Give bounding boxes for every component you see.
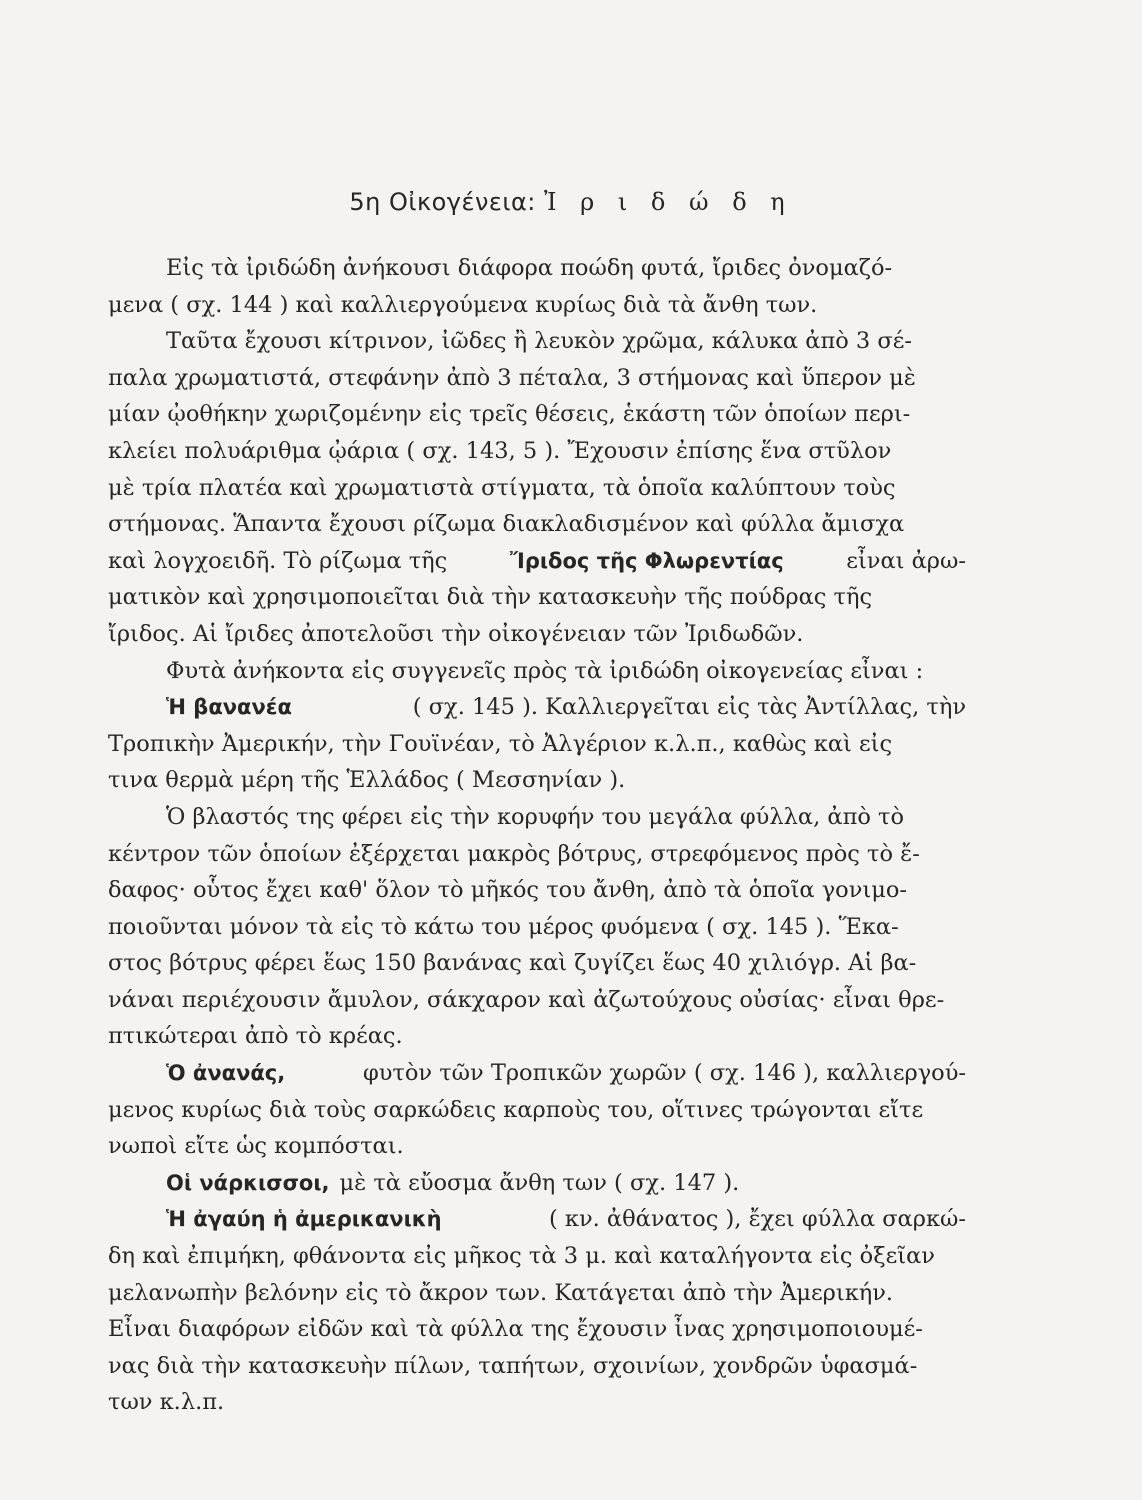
text-line: Οἱ νάρκισσοι, μὲ τὰ εὔοσμα ἄνθη των ( σχ. 147 ).: [108, 1165, 966, 1202]
text-line: παλα χρωματιστά, στεφάνην ἀπὸ 3 πέταλα, 3 στήμονας καὶ ὕπερον μὲ: [108, 364, 916, 391]
text-line: μελανωπὴν βελόνην εἰς τὸ ἄκρον των. Κατάγεται ἀπὸ τὴν Ἀμερικήν.: [108, 1279, 894, 1306]
text-line: νάναι περιέχουσιν ἄμυλον, σάκχαρον καὶ ἀζωτούχους οὐσίας· εἶναι θρε-: [108, 986, 945, 1013]
heading-family-name: Ἰ ρ ι δ ώ δ η: [544, 188, 793, 216]
text-line: δη καὶ ἐπιμήκη, φθάνοντα εἰς μῆκος τὰ 3 μ. καὶ καταλήγοντα εἰς ὀξεῖαν: [108, 1243, 935, 1270]
heading-family-number: 5η Οἰκογένεια:: [349, 188, 536, 216]
text-line: Εἶναι διαφόρων εἰδῶν καὶ τὰ φύλλα της ἔχουσιν ἶνας χρησιμοποιουμέ-: [108, 1316, 923, 1343]
text-line: Τροπικὴν Ἀμερικήν, τὴν Γουϊνέαν, τὸ Ἀλγέριον κ.λ.π., καθὼς καὶ εἰς: [108, 730, 893, 757]
text-line: στος βότρυς φέρει ἕως 150 βανάνας καὶ ζυγίζει ἕως 40 χιλιόγρ. Αἱ βα-: [108, 950, 917, 977]
text-line: μίαν ᾠοθήκην χωριζομένην εἰς τρεῖς θέσεις, ἑκάστη τῶν ὁποίων περι-: [108, 401, 911, 428]
text-line: στήμονας. Ἅπαντα ἔχουσι ρίζωμα διακλαδισμένον καὶ φύλλα ἄμισχα: [108, 511, 905, 538]
body-text: [108, 250, 966, 1421]
text-line: ἴριδος. Αἱ ἴριδες ἀποτελοῦσι τὴν οἰκογένειαν τῶν Ἰριδωδῶν.: [108, 620, 804, 647]
text-line: Ὁ ἀνανάς, φυτὸν τῶν Τροπικῶν χωρῶν ( σχ. 146 ), καλλιεργού-: [108, 1055, 966, 1092]
text-line: ματικὸν καὶ χρησιμοποιεῖται διὰ τὴν κατασκευὴν τῆς πούδρας τῆς: [108, 584, 873, 611]
text-line: κλείει πολυάριθμα ᾠάρια ( σχ. 143, 5 ). Ἔχουσιν ἐπίσης ἕνα στῦλον: [108, 437, 892, 464]
text-line: Ἡ βανανέα ( σχ. 145 ). Καλλιεργεῖται εἰς τὰς Ἀντίλλας, τὴν: [108, 689, 966, 726]
bold-term-pineapple: Ὁ ἀνανάς,: [166, 1061, 286, 1086]
text-line: ποιοῦνται μόνον τὰ εἰς τὸ κάτω του μέρος φυόμενα ( σχ. 145 ). Ἕκα-: [108, 913, 899, 940]
text-line: δαφος· οὗτος ἔχει καθ' ὅλον τὸ μῆκός του ἄνθη, ἀπὸ τὰ ὁποῖα γονιμο-: [108, 877, 908, 904]
bold-term-iris-florence: Ἴριδος τῆς Φλωρεντίας: [509, 548, 784, 573]
text-line: καὶ λογχοειδῆ. Τὸ ρίζωμα τῆς Ἴριδος τῆς Φλωρεντίας εἶναι ἀρω-: [108, 543, 966, 580]
text-line: νας διὰ τὴν κατασκευὴν πίλων, ταπήτων, σχοινίων, χονδρῶν ὑφασμά-: [108, 1352, 918, 1379]
text-line: Ὁ βλαστός της φέρει εἰς τὴν κορυφήν του μεγάλα φύλλα, ἀπὸ τὸ: [166, 803, 905, 830]
text-line: των κ.λ.π.: [108, 1389, 225, 1416]
text-line: νωποὶ εἴτε ὡς κομπόσται.: [108, 1133, 404, 1160]
text-line: κέντρον τῶν ὁποίων ἐξέρχεται μακρὸς βότρυς, στρεφόμενος πρὸς τὸ ἔ-: [108, 840, 920, 867]
text-line: Ἡ ἀγαύη ἡ ἀμερικανικὴ ( κν. ἀθάνατος ), ἔχει φύλλα σαρκώ-: [108, 1201, 966, 1238]
chapter-heading: [0, 188, 1142, 216]
text-line: μενος κυρίως διὰ τοὺς σαρκώδεις καρποὺς του, οἵτινες τρώγονται εἴτε: [108, 1096, 924, 1123]
text-line: μὲ τρία πλατέα καὶ χρωματιστὰ στίγματα, τὰ ὁποῖα καλύπτουν τοὺς: [108, 474, 896, 501]
bold-term-agave: Ἡ ἀγαύη ἡ ἀμερικανικὴ: [166, 1207, 442, 1232]
bold-term-banana: Ἡ βανανέα: [166, 695, 292, 720]
text-line: μενα ( σχ. 144 ) καὶ καλλιεργούμενα κυρίως διὰ τὰ ἄνθη των.: [108, 291, 818, 318]
text-line: Ταῦτα ἔχουσι κίτρινον, ἰῶδες ἢ λευκὸν χρῶμα, κάλυκα ἀπὸ 3 σέ-: [166, 328, 913, 355]
text-line: πτικώτεραι ἀπὸ τὸ κρέας.: [108, 1023, 403, 1050]
text-line: Εἰς τὰ ἰριδώδη ἀνήκουσι διάφορα ποώδη φυτά, ἴριδες ὀνομαζό-: [166, 255, 893, 281]
text-line: τινα θερμὰ μέρη τῆς Ἑλλάδος ( Μεσσηνίαν ).: [108, 767, 626, 794]
text-line: Φυτὰ ἀνήκοντα εἰς συγγενεῖς πρὸς τὰ ἰριδώδη οἰκογενείας εἶναι :: [166, 657, 924, 684]
bold-term-narcissus: Οἱ νάρκισσοι,: [166, 1170, 330, 1195]
